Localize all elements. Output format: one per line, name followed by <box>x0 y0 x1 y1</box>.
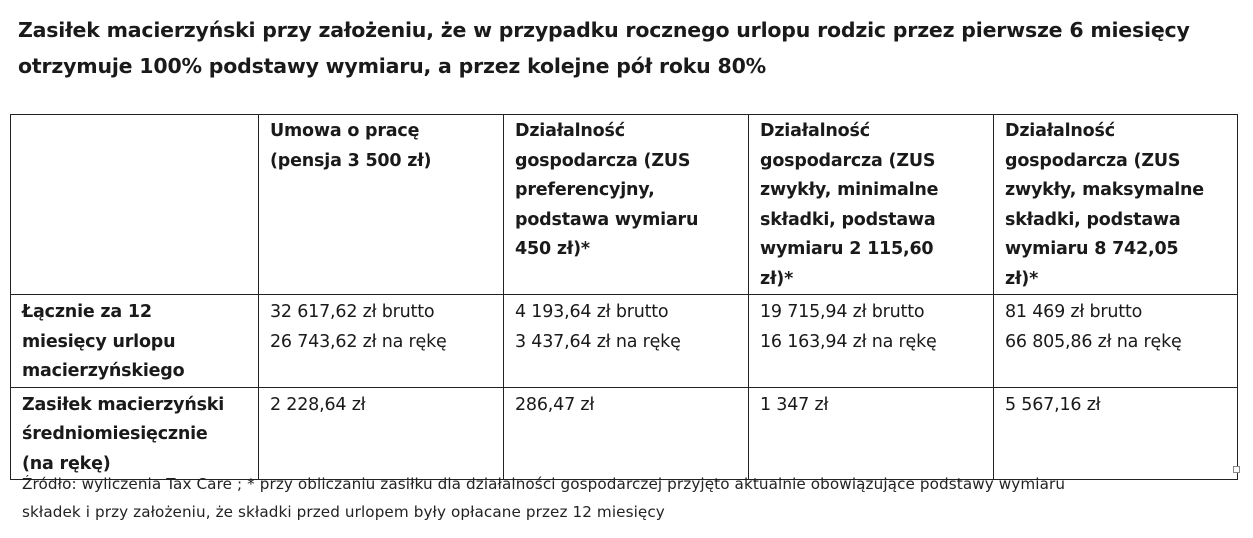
benefit-comparison-table <box>10 114 1238 480</box>
header-cell-standard-zus-maximal: Działalność gospodarcza (ZUS zwykły, maksymalne składki, podstawa wymiaru 8 742,05 zł)* <box>994 115 1238 295</box>
header-cell-employment-contract: Umowa o pracę (pensja 3 500 zł) <box>259 115 504 295</box>
document-title <box>18 12 1228 84</box>
row-label-total: Łącznie za 12 miesięcy urlopu macierzyńskiego <box>11 295 259 388</box>
table-resize-handle[interactable] <box>1233 466 1240 473</box>
header-cell-standard-zus-minimal: Działalność gospodarcza (ZUS zwykły, minimalne składki, podstawa wymiaru 2 115,60 zł)* <box>749 115 994 295</box>
row-label-monthly: Zasiłek macierzyński średniomiesięcznie (na rękę) <box>11 387 259 480</box>
title-line-2: otrzymuje 100% podstawy wymiaru, a przez kolejne pół roku 80% <box>18 54 766 78</box>
source-line-2: składek i przy założeniu, że składki przed urlopem były opłacane przez 12 miesięcy <box>22 503 665 521</box>
header-cell-empty <box>11 115 259 295</box>
cell-monthly-standard-maximal: 5 567,16 zł <box>994 387 1238 480</box>
table-row-total-12-months <box>11 295 1238 388</box>
cell-monthly-employment: 2 228,64 zł <box>259 387 504 480</box>
cell-monthly-preferential: 286,47 zł <box>504 387 749 480</box>
title-line-1: Zasiłek macierzyński przy założeniu, że w przypadku rocznego urlopu rodzic przez pierwsze 6 miesięcy <box>18 18 1190 42</box>
cell-total-standard-maximal: 81 469 zł brutto 66 805,86 zł na rękę <box>994 295 1238 388</box>
source-note <box>22 470 1222 526</box>
header-cell-preferential-zus: Działalność gospodarcza (ZUS preferencyjny, podstawa wymiaru 450 zł)* <box>504 115 749 295</box>
table-row-monthly-average <box>11 387 1238 480</box>
table-header-row <box>11 115 1238 295</box>
cell-total-employment: 32 617,62 zł brutto 26 743,62 zł na rękę <box>259 295 504 388</box>
cell-total-standard-minimal: 19 715,94 zł brutto 16 163,94 zł na rękę <box>749 295 994 388</box>
cell-total-preferential: 4 193,64 zł brutto 3 437,64 zł na rękę <box>504 295 749 388</box>
source-line-1: Źródło: wyliczenia Tax Care ; * przy obliczaniu zasiłku dla działalności gospodarczej przyjęto aktualnie obowiązujące podstawy wymiaru <box>22 475 1066 493</box>
cell-monthly-standard-minimal: 1 347 zł <box>749 387 994 480</box>
